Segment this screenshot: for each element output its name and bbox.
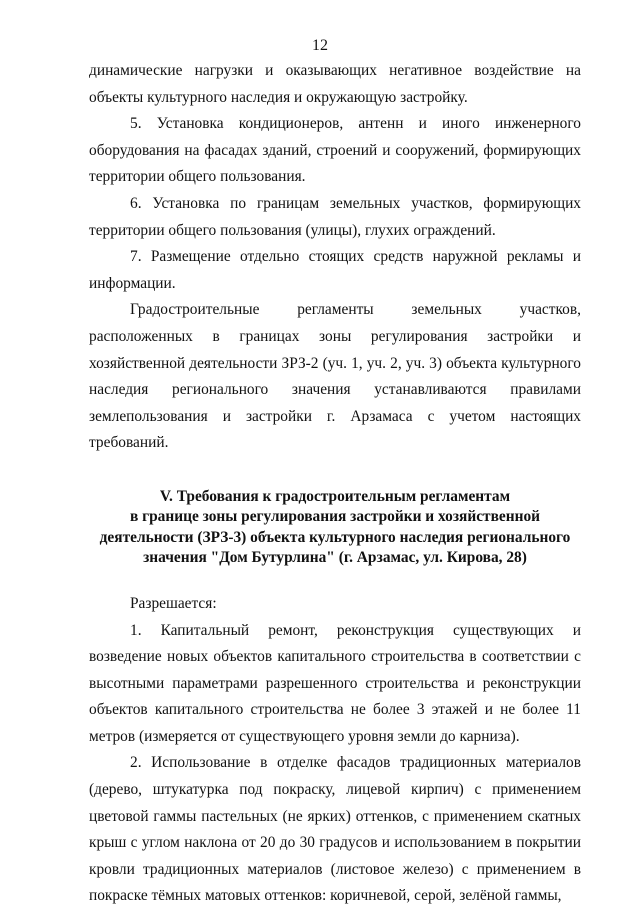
- section-heading-line: в границе зоны регулирования застройки и хозяйственной: [129, 508, 541, 526]
- page-number: 12: [312, 37, 328, 54]
- paragraph-item-6: 6. Установка по границам земельных участков, формирующих территории общего пользования (улицы), глухих ограждений.: [89, 194, 581, 239]
- paragraph-allowed-item-1: 1. Капитальный ремонт, реконструкция существующих и возведение новых объектов капитального строительства в соответствии с высотными параметрами разрешенного строительства и реконструкции объектов капитального строительства не более 3 этажей и не более 11 метров (измеряется от существующего уровня земли до карниза).: [89, 621, 581, 745]
- section-heading: [89, 487, 581, 569]
- paragraph-continuation: динамические нагрузки и оказывающих негативное воздействие на объекты культурного наследия и окружающую застройку.: [89, 62, 581, 106]
- paragraph-regulations: Градостроительные регламенты земельных участков, расположенных в границах зоны регулирования застройки и хозяйственной деятельности ЗРЗ-2 (уч. 1, уч. 2, уч. 3) объекта культурного наследия регионального значения устанавливаются правилами землепользования и застройки г. Арзамаса с учетом настоящих требований.: [89, 301, 581, 452]
- section-heading-line: деятельности (ЗРЗ-3) объекта культурного наследия регионального: [99, 528, 571, 546]
- paragraph-item-7: 7. Размещение отдельно стоящих средств наружной рекламы и информации.: [89, 248, 581, 292]
- document-body: [89, 58, 581, 910]
- section-heading-line: значения "Дом Бутурлина" (г. Арзамас, ул. Кирова, 28): [143, 549, 527, 567]
- paragraph-item-5: 5. Установка кондиционеров, антенн и иного инженерного оборудования на фасадах зданий, строений и сооружений, формирующих территории общего пользования.: [89, 115, 581, 186]
- paragraph-allowed-label: Разрешается:: [130, 594, 217, 612]
- paragraph-allowed-item-2: 2. Использование в отделке фасадов традиционных материалов (дерево, штукатурка под покраску, лицевой кирпич) с применением цветовой гаммы пастельных (не ярких) оттенков, с применением скатных крыш с углом наклона от 20 до 30 градусов и использованием в покрытии кровли традиционных материалов (листовое железо) с применением в покраске тёмных матовых оттенков: коричневой, серой, зелёной гаммы,: [89, 754, 581, 905]
- section-heading-line: V. Требования к градостроительным регламентам: [159, 487, 511, 505]
